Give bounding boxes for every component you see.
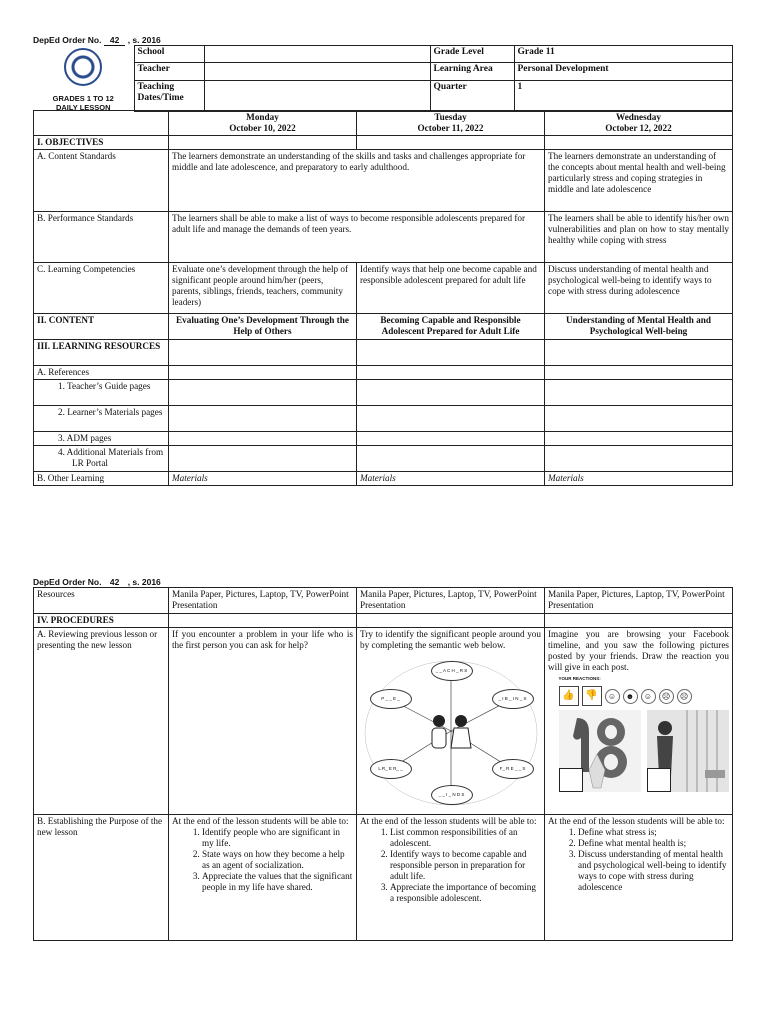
- learners-materials-label: 2. Learner’s Materials pages: [34, 406, 169, 432]
- list-item: 3. Appreciate the values that the significant people in my life have shared.: [202, 871, 353, 893]
- reaction-icons: [559, 686, 719, 706]
- resources-monday: Manila Paper, Pictures, Laptop, TV, PowerPoint Presentation: [169, 588, 357, 614]
- order-suffix: , s. 2016: [127, 577, 161, 587]
- materials-tuesday: Materials: [357, 472, 545, 486]
- purpose-tuesday: [357, 815, 545, 941]
- birthday-post-image: [559, 710, 641, 792]
- blank: [169, 136, 357, 150]
- competency-tuesday: Identify ways that help one become capable and responsible adolescent prepared for adult life: [357, 263, 545, 314]
- adm-pages-label: 3. ADM pages: [34, 432, 169, 446]
- list-item: 1. Define what stress is;: [578, 827, 729, 838]
- reactions-title: YOUR REACTIONS:: [558, 676, 601, 681]
- blank: [357, 614, 545, 628]
- reaction-box-1[interactable]: [559, 768, 583, 792]
- content-standards-w: The learners demonstrate an understanding of the concepts about mental health and well-being particularly stress and coping strategies in middle and late adolescence: [545, 150, 733, 212]
- web-node-teachers: _ _ A C H _ R S: [431, 661, 473, 681]
- blank: [545, 406, 733, 432]
- content-wednesday: Understanding of Mental Health and Psychological Well-being: [545, 314, 733, 340]
- reaction-box-2[interactable]: [647, 768, 671, 792]
- blank: [169, 366, 357, 380]
- lesson-table-1: [33, 110, 733, 486]
- deped-order-line: [33, 35, 161, 45]
- blank: [169, 340, 357, 366]
- daily-lesson-text: DAILY LESSON: [55, 102, 111, 112]
- blank: [545, 366, 733, 380]
- performance-standards-mt: The learners shall be able to make a list of ways to become responsible adolescents prepared for adult life and manage the demands of teen years.: [169, 212, 545, 263]
- teaching-dates-label: [134, 80, 204, 111]
- list-item: 3. Appreciate the importance of becoming a responsible adolescent.: [390, 882, 541, 904]
- resources-tuesday: Manila Paper, Pictures, Laptop, TV, PowerPoint Presentation: [357, 588, 545, 614]
- header-section: [33, 45, 733, 112]
- reviewing-wednesday: [545, 628, 733, 815]
- purpose-list-wednesday: [548, 827, 729, 893]
- reactions-panel: [559, 673, 719, 792]
- other-learning-label: B. Other Learning: [34, 472, 169, 486]
- list-item: 2. State ways on how they become a help as an agent of socialization.: [202, 849, 353, 871]
- grade-level-label: Grade Level: [430, 46, 514, 63]
- lesson-plan-page-2: [33, 587, 733, 941]
- day-monday: [169, 111, 357, 136]
- blank-corner: [34, 111, 169, 136]
- blank: [357, 340, 545, 366]
- order-prefix: DepEd Order No.: [33, 577, 102, 587]
- sad-face-icon: ☹: [659, 689, 674, 704]
- reviewing-tuesday: [357, 628, 545, 815]
- teacher-label: Teacher: [134, 63, 204, 80]
- surprised-face-icon: ☺: [641, 689, 656, 704]
- list-item: 1. List common responsibilities of an adolescent.: [390, 827, 541, 849]
- learning-area-value: Personal Development: [514, 63, 733, 80]
- blank: [357, 406, 545, 432]
- facebook-instruction: Imagine you are browsing your Facebook timeline, and you saw the following pictures posted by your friends. Draw the reaction you will give in each post.: [548, 629, 729, 672]
- establishing-purpose-label: B. Establishing the Purpose of the new lesson: [34, 815, 169, 941]
- blank: [357, 446, 545, 472]
- list-item: 1. Identify people who are significant in my life.: [202, 827, 353, 849]
- materials-monday: Materials: [169, 472, 357, 486]
- additional-materials-label: 4. Additional Materials from LR Portal: [34, 446, 169, 472]
- blank: [357, 136, 545, 150]
- blank: [169, 614, 357, 628]
- blank: [545, 446, 733, 472]
- blank: [357, 432, 545, 446]
- dates-value: [204, 80, 430, 111]
- header-table: [33, 45, 733, 112]
- day-date: October 10, 2022: [229, 123, 296, 133]
- blank: [169, 380, 357, 406]
- competency-wednesday: Discuss understanding of mental health and psychological well-being to identify ways to cope with stress during adolescence: [545, 263, 733, 314]
- purpose-intro: At the end of the lesson students will be able to:: [548, 816, 725, 826]
- content-standards-label: A. Content Standards: [34, 150, 169, 212]
- teacher-value: [204, 63, 430, 80]
- day-name: Tuesday: [434, 112, 467, 122]
- reviewing-monday: If you encounter a problem in your life who is the first person you can ask for help?: [169, 628, 357, 815]
- procedures-heading: IV. PROCEDURES: [34, 614, 169, 628]
- content-standards-mt: The learners demonstrate an understanding of the skills and tasks and challenges appropriate for middle and late adolescence, and preparatory to early adulthood.: [169, 150, 545, 212]
- blank: [357, 366, 545, 380]
- purpose-intro: At the end of the lesson students will be able to:: [360, 816, 537, 826]
- order-number: 42: [104, 577, 125, 588]
- thumbs-up-icon: 👍: [559, 686, 579, 706]
- reviewing-lesson-label: A. Reviewing previous lesson or presenting the new lesson: [34, 628, 169, 815]
- blank: [357, 380, 545, 406]
- school-label: School: [134, 46, 204, 63]
- blank: [169, 406, 357, 432]
- competency-monday: Evaluate one’s development through the help of significant people around him/her (peers, parents, siblings, friends, teachers, community leaders): [169, 263, 357, 314]
- school-value: [204, 46, 430, 63]
- purpose-monday: [169, 815, 357, 941]
- teachers-guide-label: 1. Teacher’s Guide pages: [34, 380, 169, 406]
- blank: [545, 614, 733, 628]
- web-node-peers: P _ _ E _: [370, 689, 412, 709]
- learning-resources-heading: III. LEARNING RESOURCES: [34, 340, 169, 366]
- content-tuesday: Becoming Capable and Responsible Adolescent Prepared for Adult Life: [357, 314, 545, 340]
- resources-wednesday: Manila Paper, Pictures, Laptop, TV, PowerPoint Presentation: [545, 588, 733, 614]
- blank: [169, 432, 357, 446]
- angry-face-icon: ☹: [677, 689, 692, 704]
- learning-area-label: Learning Area: [430, 63, 514, 80]
- grades-text: GRADES 1 TO 12: [52, 93, 114, 103]
- order-prefix: DepEd Order No.: [33, 35, 102, 45]
- order-number: 42: [104, 35, 125, 46]
- web-node-leaders: L R_ E R_ _: [370, 759, 412, 779]
- lesson-table-2: [33, 587, 733, 941]
- teaching-label: Teaching: [137, 81, 175, 92]
- day-name: Wednesday: [616, 112, 661, 122]
- web-node-friends: _ _ I _ N D S: [431, 785, 473, 805]
- list-item: 2. Identify ways to become capable and responsible person in preparation for adult life.: [390, 849, 541, 882]
- day-date: October 12, 2022: [605, 123, 672, 133]
- laughing-face-icon: ☻: [623, 689, 638, 704]
- blank: [545, 432, 733, 446]
- blank: [545, 380, 733, 406]
- performance-standards-w: The learners shall be able to identify his/her own vulnerabilities and plan on how to stay mentally healthy while coping with stress: [545, 212, 733, 263]
- learning-competencies-label: C. Learning Competencies: [34, 263, 169, 314]
- blank: [545, 340, 733, 366]
- purpose-wednesday: [545, 815, 733, 941]
- semantic-web-instruction: Try to identify the significant people around you by completing the semantic web below.: [360, 629, 541, 650]
- logo-cell: [33, 46, 134, 112]
- list-item: 2. Define what mental health is;: [578, 838, 729, 849]
- purpose-list-tuesday: [360, 827, 541, 904]
- lesson-plan-page-1: [33, 110, 733, 486]
- content-monday: Evaluating One’s Development Through the Help of Others: [169, 314, 357, 340]
- day-wednesday: [545, 111, 733, 136]
- semantic-web-diagram: [362, 653, 540, 813]
- performance-standards-label: B. Performance Standards: [34, 212, 169, 263]
- resources-label: Resources: [34, 588, 169, 614]
- sad-girl-post-image: [647, 710, 729, 792]
- purpose-intro: At the end of the lesson students will be able to:: [172, 816, 349, 826]
- blank: [169, 446, 357, 472]
- materials-wednesday: Materials: [545, 472, 733, 486]
- two-students-icon: [424, 711, 476, 751]
- web-node-siblings: _ I B _ I N _ S: [492, 689, 534, 709]
- thumbs-down-icon: 👎: [582, 686, 602, 706]
- dates-label: Dates/Time: [137, 93, 184, 104]
- day-date: October 11, 2022: [417, 123, 484, 133]
- grade-level-value: Grade 11: [514, 46, 733, 63]
- facebook-posts: [559, 710, 719, 792]
- blank: [545, 136, 733, 150]
- grades-label: [33, 94, 134, 112]
- neutral-face-icon: ☺: [605, 689, 620, 704]
- day-tuesday: [357, 111, 545, 136]
- references-label: A. References: [34, 366, 169, 380]
- quarter-label: Quarter: [430, 80, 514, 111]
- list-item: 3. Discuss understanding of mental health and psychological well-being to identify ways to cope with stress during adolescence: [578, 849, 729, 893]
- objectives-heading: I. OBJECTIVES: [34, 136, 169, 150]
- deped-seal-icon: [64, 48, 102, 86]
- web-node-parents: F_ R E _ _ S: [492, 759, 534, 779]
- quarter-value: 1: [514, 80, 733, 111]
- day-name: Monday: [246, 112, 279, 122]
- deped-order-line-2: [33, 577, 161, 587]
- purpose-list-monday: [172, 827, 353, 893]
- order-suffix: , s. 2016: [127, 35, 161, 45]
- content-heading: II. CONTENT: [34, 314, 169, 340]
